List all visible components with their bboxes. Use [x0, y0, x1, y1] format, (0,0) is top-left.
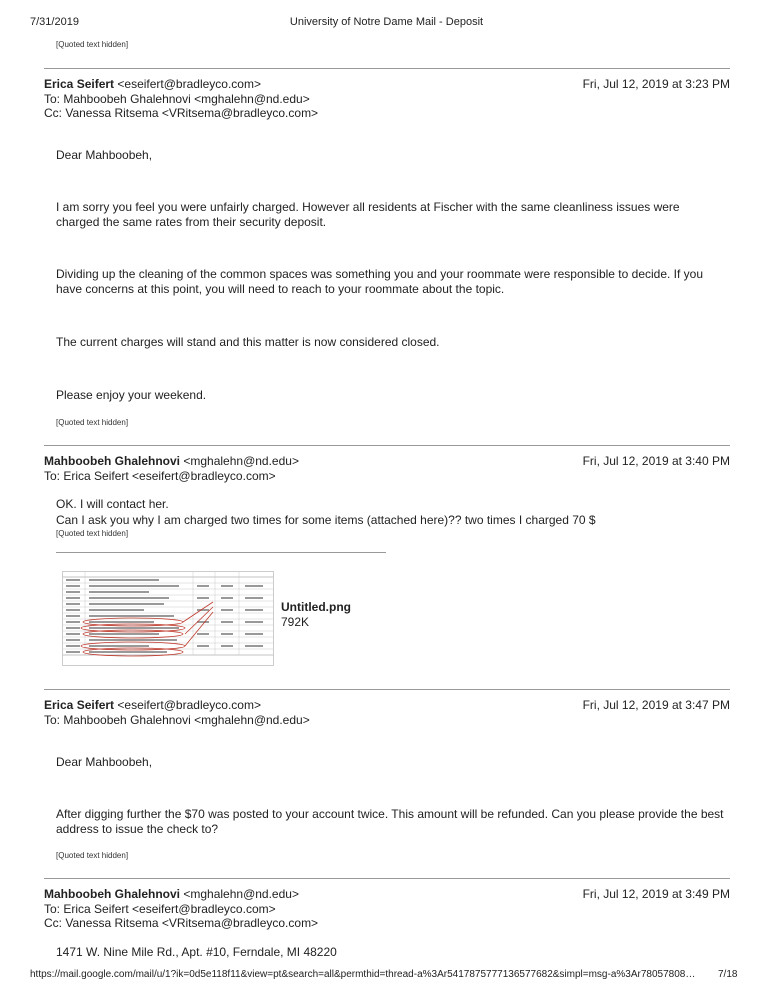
attachment-size: 792K [281, 615, 310, 629]
message-sender [44, 454, 299, 468]
message-sender [44, 77, 261, 91]
message-cc: Cc: Vanessa Ritsema <VRitsema@bradleyco.com> [44, 916, 319, 930]
message-to: To: Mahboobeh Ghalehnovi <mghalehn@nd.edu> [44, 713, 310, 727]
message-paragraph: OK. I will contact her. [56, 497, 169, 511]
quoted-text-toggle[interactable]: [Quoted text hidden] [56, 418, 129, 427]
message-paragraph: Dear Mahboobeh, [56, 755, 153, 769]
print-page-number: 7/18 [718, 969, 738, 980]
message-date: Fri, Jul 12, 2019 at 3:40 PM [582, 454, 730, 468]
quoted-text-toggle[interactable]: [Quoted text hidden] [56, 529, 129, 538]
message-date: Fri, Jul 12, 2019 at 3:23 PM [582, 77, 730, 91]
message-to: To: Mahboobeh Ghalehnovi <mghalehn@nd.edu> [44, 92, 310, 106]
message-paragraph: 1471 W. Nine Mile Rd., Apt. #10, Ferndale, MI 48220 [56, 945, 337, 959]
message-divider [44, 445, 730, 446]
sender-name: Mahboobeh Ghalehnovi [44, 454, 181, 468]
message-paragraph: Dear Mahboobeh, [56, 148, 153, 162]
message-divider [44, 689, 730, 690]
message-date: Fri, Jul 12, 2019 at 3:47 PM [582, 698, 730, 712]
sender-email[interactable]: <mghalehn@nd.edu> [183, 454, 299, 468]
message-paragraph: Dividing up the cleaning of the common spaces was something you and your roommate were responsible to decide. If you have concerns at this point, you will need to reach to your roommate about the topic. [56, 267, 704, 296]
message-paragraph: Please enjoy your weekend. [56, 388, 207, 402]
sender-name: Erica Seifert [44, 77, 115, 91]
attachment-thumbnail[interactable] [62, 571, 274, 666]
message-to: To: Erica Seifert <eseifert@bradleyco.com> [44, 902, 276, 916]
print-title: University of Notre Dame Mail - Deposit [289, 16, 484, 28]
sender-email[interactable]: <mghalehn@nd.edu> [183, 887, 299, 901]
message-divider [44, 878, 730, 879]
message-sender [44, 887, 299, 901]
print-footer-url: https://mail.google.com/mail/u/1?ik=0d5e118f11&view=pt&search=all&permthid=thread-a%3Ar5417875777136577682&simpl=msg-a%3Ar78057808… [30, 969, 696, 980]
quoted-text-toggle[interactable]: [Quoted text hidden] [56, 40, 129, 49]
message-paragraph: Can I ask you why I am charged two times for some items (attached here)?? two times I charged 70 $ [56, 513, 596, 527]
attachment-name[interactable]: Untitled.png [281, 600, 351, 614]
message-sender [44, 698, 261, 712]
message-paragraph: The current charges will stand and this matter is now considered closed. [56, 335, 440, 349]
sender-name: Mahboobeh Ghalehnovi [44, 887, 181, 901]
message-cc: Cc: Vanessa Ritsema <VRitsema@bradleyco.com> [44, 106, 319, 120]
quoted-text-toggle[interactable]: [Quoted text hidden] [56, 851, 129, 860]
sender-email[interactable]: <eseifert@bradleyco.com> [117, 77, 261, 91]
message-paragraph: After digging further the $70 was posted to your account twice. This amount will be refunded. Can you please provide the best address to issue the check to? [56, 807, 724, 836]
message-date: Fri, Jul 12, 2019 at 3:49 PM [582, 887, 730, 901]
sender-name: Erica Seifert [44, 698, 115, 712]
attachment-preview-image [63, 572, 273, 665]
message-divider [44, 68, 730, 69]
sender-email[interactable]: <eseifert@bradleyco.com> [117, 698, 261, 712]
print-date: 7/31/2019 [30, 16, 79, 28]
attachment-divider [56, 552, 386, 553]
message-to: To: Erica Seifert <eseifert@bradleyco.com> [44, 469, 276, 483]
message-paragraph: I am sorry you feel you were unfairly charged. However all residents at Fischer with the same cleanliness issues were charged the same rates from their security deposit. [56, 200, 680, 229]
